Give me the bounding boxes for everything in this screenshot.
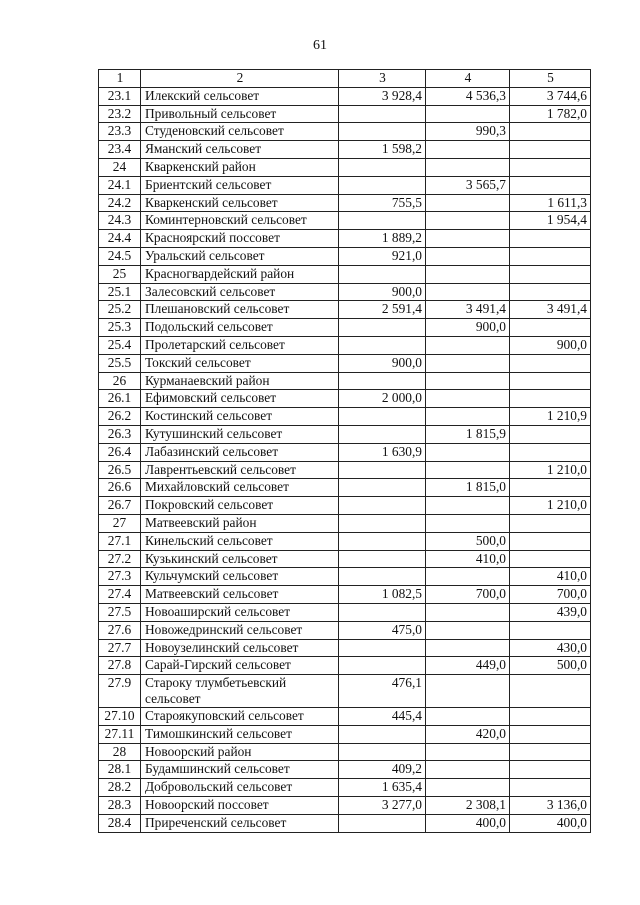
row-col5-cell: [510, 443, 591, 461]
row-number-cell: 26.2: [99, 408, 141, 426]
row-col3-cell: [339, 479, 426, 497]
row-number-cell: 27.2: [99, 550, 141, 568]
table-row: [99, 725, 591, 743]
row-col4-cell: 990,3: [426, 123, 510, 141]
row-col5-cell: [510, 265, 591, 283]
row-name-cell: Новоорский поссовет: [141, 797, 339, 815]
row-col5-cell: 1 782,0: [510, 105, 591, 123]
row-col3-cell: 2 000,0: [339, 390, 426, 408]
row-col5-cell: [510, 283, 591, 301]
row-col5-cell: [510, 532, 591, 550]
row-col3-cell: [339, 336, 426, 354]
row-col3-cell: 476,1: [339, 675, 426, 708]
table-row: [99, 212, 591, 230]
row-name-cell: Кульчумский сельсовет: [141, 568, 339, 586]
row-col5-cell: [510, 158, 591, 176]
row-name-cell: Ефимовский сельсовет: [141, 390, 339, 408]
row-name-cell: Староку тлумбетьевский сельсовет: [141, 675, 339, 708]
row-col3-cell: [339, 725, 426, 743]
table-row: [99, 532, 591, 550]
table-row: [99, 230, 591, 248]
row-number-cell: 27.11: [99, 725, 141, 743]
table-row: [99, 497, 591, 515]
row-col3-cell: [339, 639, 426, 657]
row-col4-cell: [426, 603, 510, 621]
row-col5-cell: 700,0: [510, 586, 591, 604]
header-cell: 4: [426, 70, 510, 88]
row-col5-cell: [510, 621, 591, 639]
row-col3-cell: 1 630,9: [339, 443, 426, 461]
table-row: [99, 176, 591, 194]
row-name-cell: Токский сельсовет: [141, 354, 339, 372]
row-name-cell: Привольный сельсовет: [141, 105, 339, 123]
row-number-cell: 26.3: [99, 425, 141, 443]
row-name-cell: Костинский сельсовет: [141, 408, 339, 426]
row-col5-cell: [510, 247, 591, 265]
row-number-cell: 27: [99, 514, 141, 532]
row-col3-cell: 1 082,5: [339, 586, 426, 604]
row-col5-cell: 1 210,0: [510, 497, 591, 515]
table-row: [99, 354, 591, 372]
row-number-cell: 24.1: [99, 176, 141, 194]
row-col4-cell: [426, 675, 510, 708]
table-row: [99, 443, 591, 461]
row-col3-cell: [339, 532, 426, 550]
row-col4-cell: [426, 461, 510, 479]
table-row: [99, 408, 591, 426]
row-col4-cell: 2 308,1: [426, 797, 510, 815]
row-col4-cell: [426, 779, 510, 797]
row-col4-cell: [426, 105, 510, 123]
row-name-cell: Кваркенский сельсовет: [141, 194, 339, 212]
row-number-cell: 27.5: [99, 603, 141, 621]
row-col4-cell: [426, 621, 510, 639]
row-number-cell: 26: [99, 372, 141, 390]
row-name-cell: Новоорский район: [141, 743, 339, 761]
row-name-cell: Кузькинский сельсовет: [141, 550, 339, 568]
row-col3-cell: 3 277,0: [339, 797, 426, 815]
table-row: [99, 657, 591, 675]
row-name-cell: Илекский сельсовет: [141, 87, 339, 105]
row-col4-cell: [426, 708, 510, 726]
row-col5-cell: [510, 514, 591, 532]
table-row: [99, 390, 591, 408]
row-col5-cell: [510, 141, 591, 159]
row-name-cell: Кваркенский район: [141, 158, 339, 176]
row-col4-cell: 1 815,0: [426, 479, 510, 497]
table-row: [99, 550, 591, 568]
row-col4-cell: [426, 247, 510, 265]
row-col5-cell: 430,0: [510, 639, 591, 657]
row-number-cell: 27.7: [99, 639, 141, 657]
table-row: [99, 568, 591, 586]
row-col5-cell: [510, 479, 591, 497]
row-name-cell: Лаврентьевский сельсовет: [141, 461, 339, 479]
row-name-cell: Новоаширский сельсовет: [141, 603, 339, 621]
table-row: [99, 514, 591, 532]
table-row: [99, 265, 591, 283]
row-name-cell: Будамшинский сельсовет: [141, 761, 339, 779]
row-name-cell: Пролетарский сельсовет: [141, 336, 339, 354]
table-row: [99, 586, 591, 604]
table-row: [99, 194, 591, 212]
row-col5-cell: [510, 708, 591, 726]
row-col3-cell: [339, 743, 426, 761]
row-number-cell: 25.3: [99, 319, 141, 337]
row-number-cell: 24.3: [99, 212, 141, 230]
row-col5-cell: [510, 425, 591, 443]
row-col5-cell: [510, 123, 591, 141]
row-number-cell: 28.4: [99, 814, 141, 832]
row-col4-cell: [426, 336, 510, 354]
data-table: [98, 69, 591, 833]
row-col4-cell: [426, 354, 510, 372]
row-name-cell: Матвеевский сельсовет: [141, 586, 339, 604]
row-name-cell: Староякуповский сельсовет: [141, 708, 339, 726]
row-name-cell: Красногвардейский район: [141, 265, 339, 283]
row-name-cell: Студеновский сельсовет: [141, 123, 339, 141]
row-number-cell: 27.3: [99, 568, 141, 586]
table-row: [99, 797, 591, 815]
table-row: [99, 105, 591, 123]
row-name-cell: Матвеевский район: [141, 514, 339, 532]
table-row: [99, 319, 591, 337]
table-row: [99, 247, 591, 265]
row-col5-cell: 1 210,0: [510, 461, 591, 479]
row-col3-cell: [339, 814, 426, 832]
row-name-cell: Коминтерновский сельсовет: [141, 212, 339, 230]
row-col4-cell: [426, 443, 510, 461]
table-row: [99, 708, 591, 726]
table-row: [99, 141, 591, 159]
row-name-cell: Курманаевский район: [141, 372, 339, 390]
row-col5-cell: 1 954,4: [510, 212, 591, 230]
table-row: [99, 336, 591, 354]
table-row: [99, 372, 591, 390]
row-col3-cell: [339, 425, 426, 443]
row-col5-cell: 3 136,0: [510, 797, 591, 815]
row-col4-cell: 4 536,3: [426, 87, 510, 105]
table-row: [99, 461, 591, 479]
row-col4-cell: 410,0: [426, 550, 510, 568]
row-col5-cell: [510, 354, 591, 372]
row-col4-cell: [426, 158, 510, 176]
row-col4-cell: [426, 408, 510, 426]
row-col3-cell: 900,0: [339, 354, 426, 372]
row-col4-cell: [426, 194, 510, 212]
row-name-cell: Новоузелинский сельсовет: [141, 639, 339, 657]
table-row: [99, 814, 591, 832]
row-number-cell: 27.4: [99, 586, 141, 604]
row-col3-cell: [339, 497, 426, 515]
row-col4-cell: 449,0: [426, 657, 510, 675]
row-col4-cell: 400,0: [426, 814, 510, 832]
row-col3-cell: 1 889,2: [339, 230, 426, 248]
row-col3-cell: [339, 176, 426, 194]
header-cell: 1: [99, 70, 141, 88]
row-col4-cell: [426, 497, 510, 515]
row-number-cell: 28: [99, 743, 141, 761]
row-col5-cell: [510, 319, 591, 337]
table-row: [99, 761, 591, 779]
row-col3-cell: [339, 657, 426, 675]
row-col5-cell: 1 210,9: [510, 408, 591, 426]
row-number-cell: 27.1: [99, 532, 141, 550]
row-number-cell: 23.3: [99, 123, 141, 141]
row-col5-cell: [510, 390, 591, 408]
row-col4-cell: [426, 265, 510, 283]
row-col4-cell: 700,0: [426, 586, 510, 604]
row-col3-cell: 900,0: [339, 283, 426, 301]
header-cell: 3: [339, 70, 426, 88]
row-number-cell: 23.4: [99, 141, 141, 159]
row-number-cell: 23.2: [99, 105, 141, 123]
row-col3-cell: [339, 550, 426, 568]
row-col5-cell: 410,0: [510, 568, 591, 586]
row-name-cell: Кутушинский сельсовет: [141, 425, 339, 443]
row-col5-cell: [510, 779, 591, 797]
row-col3-cell: 1 635,4: [339, 779, 426, 797]
row-number-cell: 25.5: [99, 354, 141, 372]
row-col5-cell: [510, 743, 591, 761]
table-header-row: [99, 70, 591, 88]
row-name-cell: Приреченский сельсовет: [141, 814, 339, 832]
row-col3-cell: [339, 319, 426, 337]
table-row: [99, 87, 591, 105]
row-col3-cell: [339, 568, 426, 586]
row-col3-cell: [339, 105, 426, 123]
row-number-cell: 25.4: [99, 336, 141, 354]
row-col4-cell: [426, 514, 510, 532]
table-row: [99, 158, 591, 176]
row-number-cell: 26.6: [99, 479, 141, 497]
row-col4-cell: [426, 372, 510, 390]
row-col4-cell: 420,0: [426, 725, 510, 743]
table-row: [99, 283, 591, 301]
row-col3-cell: [339, 372, 426, 390]
row-col5-cell: [510, 176, 591, 194]
row-name-cell: Покровский сельсовет: [141, 497, 339, 515]
header-cell: 2: [141, 70, 339, 88]
row-col3-cell: [339, 603, 426, 621]
row-col3-cell: [339, 158, 426, 176]
row-number-cell: 26.7: [99, 497, 141, 515]
row-number-cell: 27.8: [99, 657, 141, 675]
row-col4-cell: [426, 390, 510, 408]
row-name-cell: Михайловский сельсовет: [141, 479, 339, 497]
row-col3-cell: 755,5: [339, 194, 426, 212]
row-number-cell: 24.5: [99, 247, 141, 265]
row-col3-cell: [339, 212, 426, 230]
row-col4-cell: 1 815,9: [426, 425, 510, 443]
row-col4-cell: [426, 212, 510, 230]
row-number-cell: 28.2: [99, 779, 141, 797]
row-col3-cell: 445,4: [339, 708, 426, 726]
row-name-cell: Яманский сельсовет: [141, 141, 339, 159]
row-number-cell: 26.4: [99, 443, 141, 461]
table-row: [99, 603, 591, 621]
row-number-cell: 27.6: [99, 621, 141, 639]
row-col5-cell: 500,0: [510, 657, 591, 675]
row-col4-cell: [426, 568, 510, 586]
row-name-cell: Подольский сельсовет: [141, 319, 339, 337]
row-col5-cell: 439,0: [510, 603, 591, 621]
row-number-cell: 23.1: [99, 87, 141, 105]
row-col3-cell: [339, 265, 426, 283]
table-row: [99, 123, 591, 141]
row-name-cell: Бриентский сельсовет: [141, 176, 339, 194]
row-col3-cell: 3 928,4: [339, 87, 426, 105]
table-row: [99, 425, 591, 443]
row-number-cell: 25.1: [99, 283, 141, 301]
row-col5-cell: [510, 372, 591, 390]
row-col3-cell: [339, 408, 426, 426]
row-number-cell: 25.2: [99, 301, 141, 319]
row-number-cell: 26.1: [99, 390, 141, 408]
row-name-cell: Тимошкинский сельсовет: [141, 725, 339, 743]
row-name-cell: Плешановский сельсовет: [141, 301, 339, 319]
row-col5-cell: 900,0: [510, 336, 591, 354]
row-col3-cell: [339, 461, 426, 479]
row-col3-cell: 409,2: [339, 761, 426, 779]
row-name-cell: Новожедринский сельсовет: [141, 621, 339, 639]
row-col4-cell: [426, 639, 510, 657]
row-number-cell: 24.4: [99, 230, 141, 248]
row-col4-cell: 3 491,4: [426, 301, 510, 319]
table-row: [99, 479, 591, 497]
row-col5-cell: [510, 230, 591, 248]
row-col3-cell: 921,0: [339, 247, 426, 265]
row-col4-cell: [426, 141, 510, 159]
row-col4-cell: [426, 743, 510, 761]
table-row: [99, 301, 591, 319]
row-number-cell: 25: [99, 265, 141, 283]
row-col3-cell: 475,0: [339, 621, 426, 639]
table-row: [99, 621, 591, 639]
row-col4-cell: 500,0: [426, 532, 510, 550]
header-cell: 5: [510, 70, 591, 88]
row-col5-cell: [510, 550, 591, 568]
row-col5-cell: 3 491,4: [510, 301, 591, 319]
row-col5-cell: 1 611,3: [510, 194, 591, 212]
table-row: [99, 743, 591, 761]
row-name-cell: Сарай-Гирский сельсовет: [141, 657, 339, 675]
table-body: [99, 70, 591, 833]
row-number-cell: 28.3: [99, 797, 141, 815]
row-col3-cell: 2 591,4: [339, 301, 426, 319]
row-name-cell: Кинельский сельсовет: [141, 532, 339, 550]
row-name-cell: Залесовский сельсовет: [141, 283, 339, 301]
row-col4-cell: 3 565,7: [426, 176, 510, 194]
row-col4-cell: 900,0: [426, 319, 510, 337]
row-number-cell: 24: [99, 158, 141, 176]
row-col5-cell: [510, 675, 591, 708]
row-col3-cell: [339, 123, 426, 141]
table-row: [99, 779, 591, 797]
row-name-cell: Добровольский сельсовет: [141, 779, 339, 797]
page-number: 61: [313, 38, 327, 53]
table-row: [99, 675, 591, 708]
row-number-cell: 24.2: [99, 194, 141, 212]
row-col5-cell: 3 744,6: [510, 87, 591, 105]
row-col4-cell: [426, 761, 510, 779]
row-col4-cell: [426, 230, 510, 248]
row-number-cell: 27.10: [99, 708, 141, 726]
row-number-cell: 26.5: [99, 461, 141, 479]
row-number-cell: 27.9: [99, 675, 141, 708]
row-name-cell: Лабазинский сельсовет: [141, 443, 339, 461]
row-name-cell: Уральский сельсовет: [141, 247, 339, 265]
row-name-cell: Красноярский поссовет: [141, 230, 339, 248]
row-col3-cell: 1 598,2: [339, 141, 426, 159]
row-col5-cell: [510, 725, 591, 743]
row-col5-cell: [510, 761, 591, 779]
row-col3-cell: [339, 514, 426, 532]
row-col5-cell: 400,0: [510, 814, 591, 832]
row-col4-cell: [426, 283, 510, 301]
table-row: [99, 639, 591, 657]
row-number-cell: 28.1: [99, 761, 141, 779]
